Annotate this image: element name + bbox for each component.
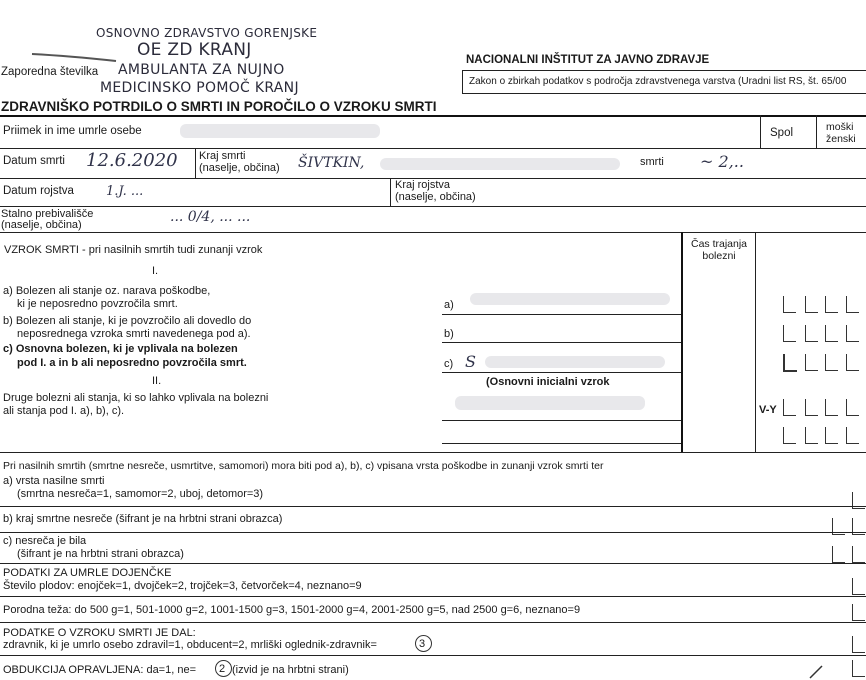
infant-births: Število plodov: enojček=1, dvojček=2, trojček=3, četvorček=4, neznano=9: [3, 580, 362, 592]
residence-label: Stalno prebivališče: [1, 208, 94, 220]
source-circled-value[interactable]: 3: [419, 638, 426, 650]
redacted-cause-c: [485, 356, 665, 368]
death-place-sub: (naselje, občina): [199, 162, 280, 174]
redacted-other: [455, 396, 645, 410]
duration-label: Čas trajanja bolezni: [690, 238, 748, 262]
institute-name: NACIONALNI INŠTITUT ZA JAVNO ZDRAVJE: [466, 54, 710, 66]
autopsy-circled-value[interactable]: 2: [219, 663, 226, 675]
part-one-label: I.: [152, 265, 159, 277]
form-title: ZDRAVNIŠKO POTRDILO O SMRTI IN POROČILO O VZROKU SMRTI: [1, 99, 437, 114]
accident-type-line2: (šifrant je na hrbtni strani obrazca): [17, 548, 184, 560]
cause-b-line2: neposrednega vzroka smrti navedenega pod a).: [17, 328, 251, 340]
death-time-value[interactable]: ~ 2,..: [700, 152, 744, 171]
vy-label: V-Y: [759, 404, 777, 416]
stamp-line-1: OSNOVNO ZDRAVSTVO GORENJSKE: [96, 26, 318, 40]
stamp-line-3: AMBULANTA ZA NUJNO: [118, 62, 285, 78]
sex-option-male[interactable]: moški: [826, 121, 854, 133]
autopsy-text: OBDUKCIJA OPRAVLJENA: da=1, ne=: [3, 664, 196, 676]
violent-intro: Pri nasilnih smrtih (smrtne nesreče, usmrtitve, samomori) mora biti pod a), b), c) vpisana vrsta poškodbe in zunanji vzrok smrti ter: [3, 460, 604, 472]
name-label: Priimek in ime umrle osebe: [3, 125, 142, 137]
law-box: [462, 70, 866, 94]
cause-a-line2: ki je neposredno povzročila smrt.: [17, 298, 178, 310]
cause-b-line1: b) Bolezen ali stanje, ki je povzročilo ali dovedlo do: [3, 315, 252, 327]
infant-heading: PODATKI ZA UMRLE DOJENČKE: [3, 567, 172, 579]
infant-weight: Porodna teža: do 500 g=1, 501-1000 g=2, 1001-1500 g=3, 1501-2000 g=4, 2001-2500 g=5, nad 2500 g=6, neznano=9: [3, 604, 581, 616]
violent-type-line2: (smrtna nesreča=1, samomor=2, uboj, detomor=3): [17, 488, 264, 500]
redacted-name: [180, 124, 380, 138]
birth-date-value[interactable]: 1.J. ...: [106, 184, 144, 199]
redacted-place: [380, 158, 620, 170]
initial-cause-label: (Osnovni inicialni vzrok: [486, 376, 610, 388]
source-text: zdravnik, ki je umrlo osebo zdravil=1, obducent=2, mrliški oglednik-zdravnik=: [3, 639, 377, 651]
redacted-cause-a: [470, 293, 670, 305]
source-heading: PODATKE O VZROKU SMRTI JE DAL:: [3, 627, 196, 639]
part-two-label: II.: [152, 375, 162, 387]
cause-c-line1: c) Osnovna bolezen, ki je vplivala na bolezen: [3, 343, 238, 355]
residence-value[interactable]: ... 0/4, ... ...: [170, 209, 251, 225]
law-reference: Zakon o zbirkah podatkov s področja zdravstvenega varstva (Uradni list RS, št. 65/00: [469, 76, 847, 87]
cause-a-line1: a) Bolezen ali stanje oz. narava poškodbe,: [3, 285, 211, 297]
other-diseases-line1: Druge bolezni ali stanja, ki so lahko vplivala na bolezni: [3, 392, 269, 404]
line-a-label: a): [444, 299, 454, 311]
birth-place-label: Kraj rojstva: [395, 179, 451, 191]
autopsy-note: (izvid je na hrbtni strani): [232, 664, 349, 676]
birth-date-label: Datum rojstva: [3, 185, 74, 197]
birth-place-sub: (naselje, občina): [395, 191, 476, 203]
residence-sub: (naselje, občina): [1, 219, 82, 231]
death-date-label: Datum smrti: [3, 155, 65, 167]
accident-place: b) kraj smrtne nesreče (šifrant je na hrbtni strani obrazca): [3, 513, 283, 525]
other-diseases-line2: ali stanja pod I. a), b), c).: [3, 405, 125, 417]
cause-heading: VZROK SMRTI - pri nasilnih smrtih tudi zunanji vzrok: [4, 244, 263, 256]
serial-label: Zaporedna številka: [1, 66, 99, 78]
stamp-line-4: MEDICINSKO POMOČ KRANJ: [100, 80, 299, 96]
line-c-label: c): [444, 358, 454, 370]
stamp-line-2: OE ZD KRANJ: [137, 40, 252, 60]
check-mark-icon: [808, 664, 828, 680]
death-place-value[interactable]: ŠIVTKIN,: [298, 155, 365, 171]
accident-type-line1: c) nesreča je bila: [3, 535, 87, 547]
line-b-label: b): [444, 328, 454, 340]
cause-c-line2: pod I. a in b ali neposredno povzročila smrt.: [17, 357, 247, 369]
pen-stroke-icon: [30, 50, 120, 64]
death-time-label: smrti: [640, 156, 664, 168]
death-place-label: Kraj smrti: [199, 150, 246, 162]
sex-label: Spol: [770, 127, 794, 139]
violent-type-line1: a) vrsta nasilne smrti: [3, 475, 105, 487]
line-c-handwriting[interactable]: S: [465, 352, 476, 371]
sex-option-female[interactable]: ženski: [826, 133, 856, 145]
death-date-value[interactable]: 12.6.2020: [86, 150, 178, 171]
